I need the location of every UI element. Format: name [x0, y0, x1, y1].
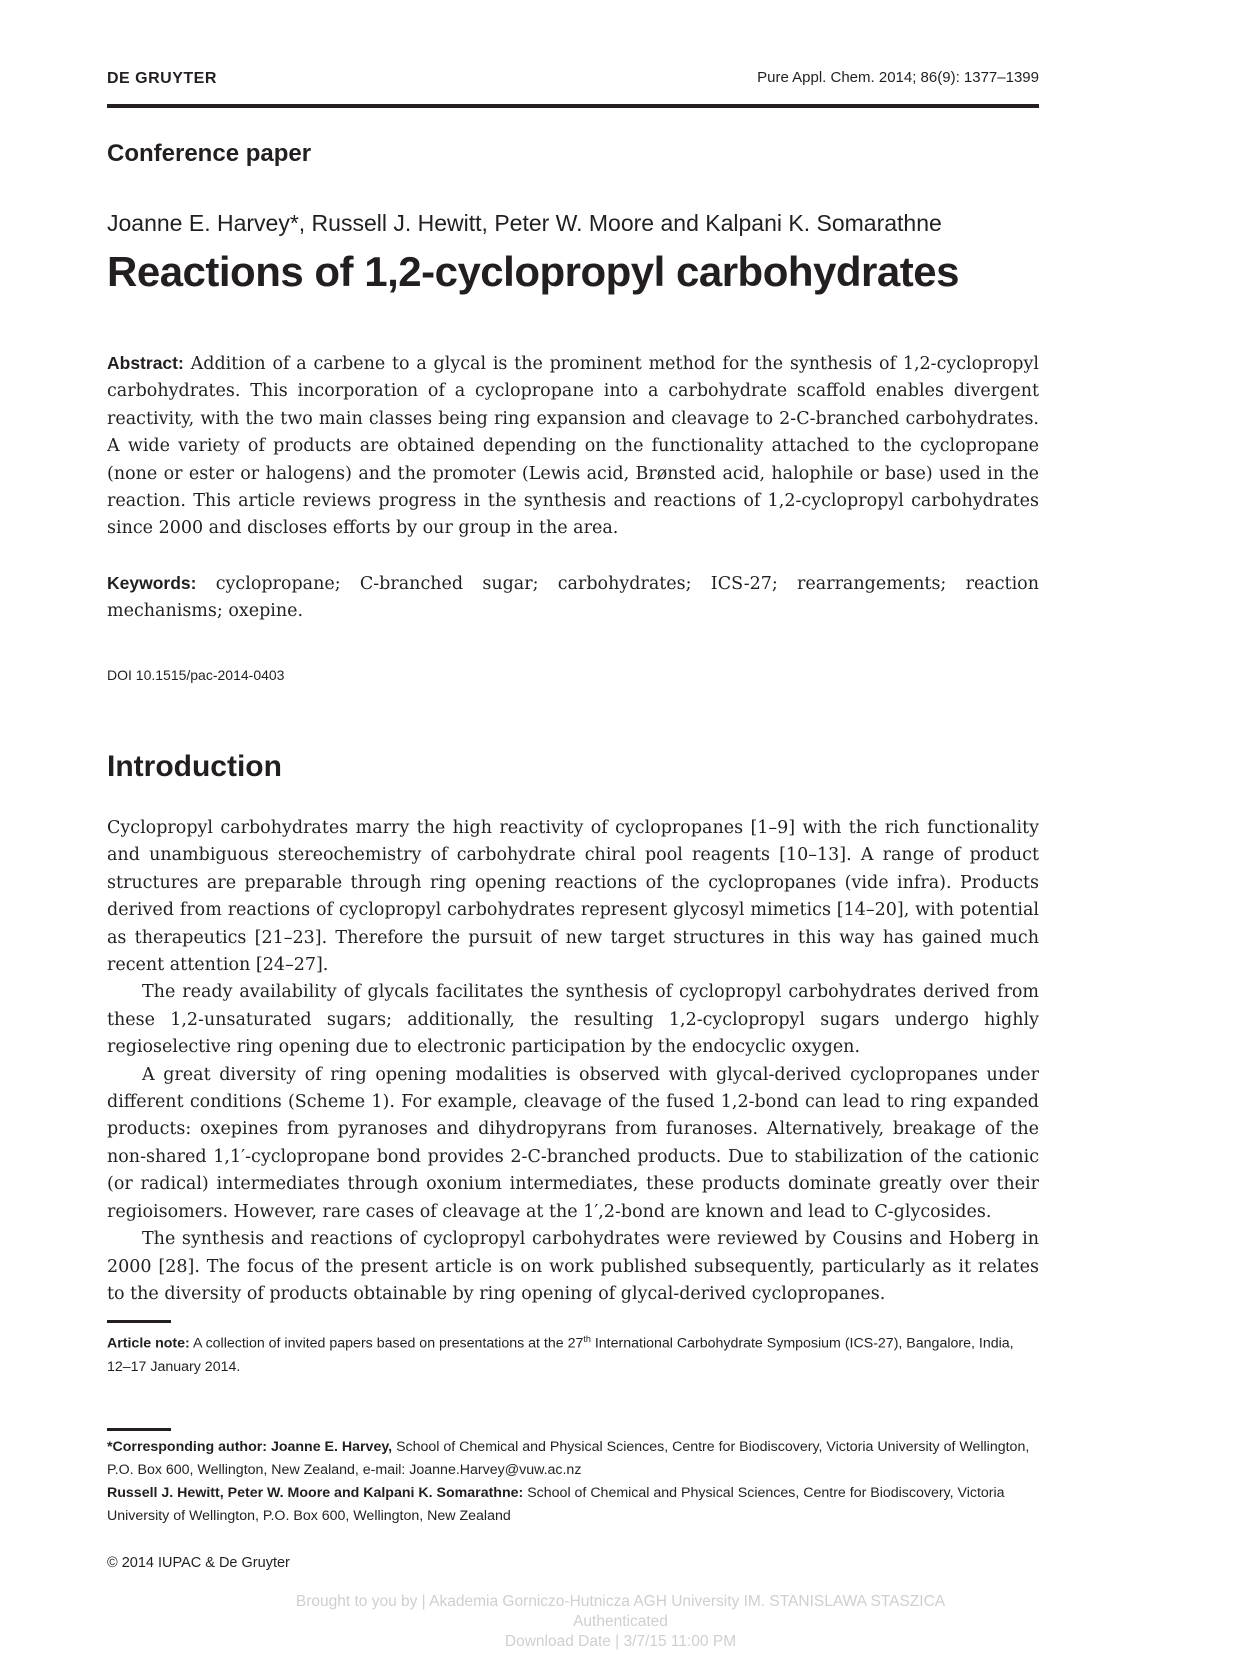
abstract	[107, 350, 1039, 543]
keywords-label: Keywords:	[107, 573, 197, 593]
coauthors-text: School of Chemical and Physical Sciences, Centre for Biodiscovery, Victoria University of Wellington, P.O. Box 600, Wellington, New Zealand	[107, 1485, 1005, 1524]
publisher-name: DE GRUYTER	[107, 70, 217, 87]
section-heading-introduction: Introduction	[107, 750, 282, 783]
intro-paragraph: Cyclopropyl carbohydrates marry the high reactivity of cyclopropanes [1–9] with the rich functionality and unambiguous stereochemistry of carbohydrate chiral pool reagents [10–13]. A range of product structures are preparable through ring opening reactions of the cyclopropanes (vide infra). Products derived from reactions of cyclopropyl carbohydrates represent glycosyl mimetics [14–20], with potential as therapeutics [21–23]. Therefore the pursuit of new target structures in this way has gained much recent attention [24–27].	[107, 818, 1039, 976]
corresponding-author-label: *Corresponding author: Joanne E. Harvey,	[107, 1439, 393, 1455]
intro-paragraph: The synthesis and reactions of cyclopropyl carbohydrates were reviewed by Cousins and Hoberg in 2000 [28]. The focus of the present article is on work published subsequently, particularly as it relates to the diversity of products obtainable by ring opening of glycal-derived cyclopropanes.	[107, 1229, 1039, 1304]
journal-citation: Pure Appl. Chem. 2014; 86(9): 1377–1399	[757, 69, 1039, 86]
abstract-label: Abstract:	[107, 353, 184, 373]
article-note	[107, 1328, 1039, 1379]
article-note-text: A collection of invited papers based on presentations at the 27	[192, 1335, 584, 1352]
intro-paragraph: The ready availability of glycals facilitates the synthesis of cyclopropyl carbohydrates derived from these 1,2-unsaturated sugars; additionally, the resulting 1,2-cyclopropyl sugars undergo highly regioselective ring opening due to electronic participation by the endocyclic oxygen.	[107, 982, 1039, 1058]
paper-title: Reactions of 1,2-cyclopropyl carbohydrates	[107, 248, 959, 295]
doi[interactable]: DOI 10.1515/pac-2014-0403	[107, 667, 285, 683]
keywords	[107, 570, 1039, 626]
abstract-text: Addition of a carbene to a glycal is the prominent method for the synthesis of 1,2-cyclopropyl carbohydrates. This incorporation of a cyclopropane into a carbohydrate scaffold enables divergent reactivity, with the two main classes being ring expansion and cleavage to 2-C-branched carbohydrates. A wide variety of products are obtained depending on the functionality attached to the cyclopropane (none or ester or halogens) and the promoter (Lewis acid, Brønsted acid, halophile or base) used in the reaction. This article reviews progress in the synthesis and reactions of 1,2-cyclopropyl carbohydrates since 2000 and discloses efforts by our group in the area.	[107, 354, 1039, 539]
paper-type: Conference paper	[107, 140, 312, 167]
watermark-line: Authenticated	[573, 1613, 668, 1630]
download-watermark	[0, 1592, 1241, 1652]
author-list: Joanne E. Harvey*, Russell J. Hewitt, Peter W. Moore and Kalpani K. Somarathne	[107, 210, 942, 236]
coauthors-label: Russell J. Hewitt, Peter W. Moore and Kalpani K. Somarathne:	[107, 1485, 524, 1501]
introduction-body	[107, 815, 1039, 1308]
keywords-text: cyclopropane; C-branched sugar; carbohydrates; ICS-27; rearrangements; reaction mechanisms; oxepine.	[107, 574, 1039, 622]
article-note-label: Article note:	[107, 1335, 190, 1352]
watermark-line: Brought to you by | Akademia Gorniczo-Hutnicza AGH University IM. STANISLAWA STASZICA	[295, 1593, 946, 1610]
corresponding-author-note	[107, 1436, 1039, 1528]
article-note-superscript: th	[583, 1334, 591, 1344]
watermark-line: Download Date | 3/7/15 11:00 PM	[504, 1633, 737, 1650]
footnote-divider	[107, 1428, 171, 1431]
page-header	[107, 64, 1039, 108]
corresponding-author-text: School of Chemical and Physical Sciences, Centre for Biodiscovery, Victoria University of Wellington, P.O. Box 600, Wellington, New Zealand, e-mail: Joanne.Harvey@vuw.ac.nz	[107, 1439, 1030, 1478]
copyright: © 2014 IUPAC & De Gruyter	[107, 1555, 290, 1571]
article-note-text-after: International Carbohydrate Symposium (ICS-27), Bangalore, India, 12–17 January 2014.	[107, 1335, 1014, 1375]
intro-paragraph: A great diversity of ring opening modalities is observed with glycal-derived cyclopropanes under different conditions (Scheme 1). For example, cleavage of the fused 1,2-bond can lead to ring expanded products: oxepines from pyranoses and dihydropyrans from furanoses. Alternatively, breakage of the non-shared 1,1′-cyclopropane bond provides 2-C-branched products. Due to stabilization of the cationic (or radical) intermediates through oxonium intermediates, these products dominate greatly over their regioisomers. However, rare cases of cleavage at the 1′,2-bond are known and lead to C-glycosides.	[107, 1064, 1039, 1222]
footnote-divider	[107, 1320, 171, 1323]
